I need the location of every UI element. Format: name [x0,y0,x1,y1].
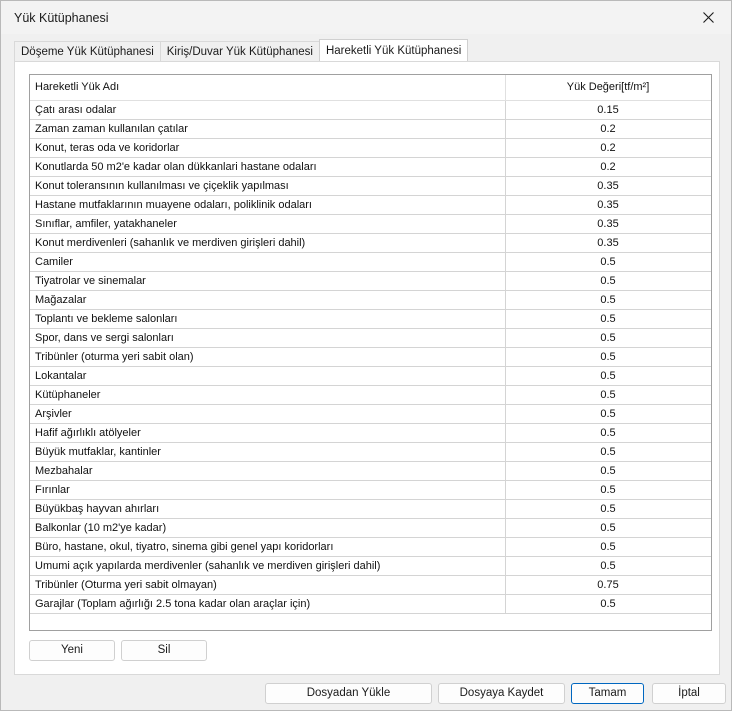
load-value-cell[interactable]: 0.5 [505,309,711,328]
title-bar [1,1,731,34]
load-name-cell[interactable]: Arşivler [30,404,505,423]
load-name-cell[interactable]: Mezbahalar [30,461,505,480]
load-value-cell[interactable]: 0.35 [505,195,711,214]
load-value-cell[interactable]: 0.5 [505,347,711,366]
save-to-file-button[interactable]: Dosyaya Kaydet [438,683,565,704]
load-name-cell[interactable]: Zaman zaman kullanılan çatılar [30,119,505,138]
load-from-file-button[interactable]: Dosyadan Yükle [265,683,432,704]
table-row[interactable] [30,195,711,214]
table-row[interactable] [30,594,711,613]
load-name-cell[interactable]: Konutlarda 50 m2'e kadar olan dükkanlari hastane odaları [30,157,505,176]
table-row[interactable] [30,575,711,594]
load-value-cell[interactable]: 0.35 [505,176,711,195]
load-name-cell[interactable]: Balkonlar (10 m2'ye kadar) [30,518,505,537]
table-row[interactable] [30,385,711,404]
load-name-cell[interactable]: Camiler [30,252,505,271]
table-row[interactable] [30,366,711,385]
load-value-cell[interactable]: 0.5 [505,271,711,290]
tab-hareketli-yuk[interactable]: Hareketli Yük Kütüphanesi [319,39,468,61]
table-row[interactable] [30,404,711,423]
load-value-cell[interactable]: 0.2 [505,157,711,176]
table-row[interactable] [30,556,711,575]
load-value-cell[interactable]: 0.5 [505,366,711,385]
load-name-cell[interactable]: Konut, teras oda ve koridorlar [30,138,505,157]
table-row[interactable] [30,537,711,556]
close-icon [703,12,714,23]
table-row[interactable] [30,442,711,461]
load-name-cell[interactable]: Toplantı ve bekleme salonları [30,309,505,328]
load-value-cell[interactable]: 0.35 [505,214,711,233]
load-value-cell[interactable]: 0.2 [505,119,711,138]
load-name-cell[interactable]: Kütüphaneler [30,385,505,404]
table-row[interactable] [30,518,711,537]
load-value-cell[interactable]: 0.5 [505,556,711,575]
load-value-cell[interactable]: 0.5 [505,423,711,442]
load-name-cell[interactable]: Büro, hastane, okul, tiyatro, sinema gibi genel yapı koridorları [30,537,505,556]
load-value-cell[interactable]: 0.15 [505,100,711,119]
load-name-cell[interactable]: Konut toleransının kullanılması ve çiçeklik yapılması [30,176,505,195]
load-name-cell[interactable]: Mağazalar [30,290,505,309]
load-value-cell[interactable]: 0.5 [505,480,711,499]
table-row[interactable] [30,480,711,499]
load-name-cell[interactable]: Lokantalar [30,366,505,385]
load-value-cell[interactable]: 0.5 [505,499,711,518]
load-value-cell[interactable]: 0.5 [505,518,711,537]
load-value-cell[interactable]: 0.5 [505,328,711,347]
load-value-cell[interactable]: 0.5 [505,594,711,613]
close-button[interactable] [685,1,731,34]
tab-strip [14,41,467,62]
table-row[interactable] [30,290,711,309]
load-value-cell[interactable]: 0.35 [505,233,711,252]
table-row[interactable] [30,461,711,480]
load-value-cell[interactable]: 0.5 [505,252,711,271]
load-name-cell[interactable]: Garajlar (Toplam ağırlığı 2.5 tona kadar olan araçlar için) [30,594,505,613]
column-header-name[interactable]: Hareketli Yük Adı [30,75,505,100]
load-value-cell[interactable]: 0.5 [505,385,711,404]
table-row[interactable] [30,309,711,328]
load-name-cell[interactable]: Tribünler (Oturma yeri sabit olmayan) [30,575,505,594]
ok-button[interactable]: Tamam [571,683,644,704]
load-name-cell[interactable]: Fırınlar [30,480,505,499]
load-name-cell[interactable]: Büyük mutfaklar, kantinler [30,442,505,461]
window-title: Yük Kütüphanesi [14,11,109,25]
load-name-cell[interactable]: Umumi açık yapılarda merdivenler (sahanlık ve merdiven girişleri dahil) [30,556,505,575]
table-row[interactable] [30,157,711,176]
load-name-cell[interactable]: Sınıflar, amfiler, yatakhaneler [30,214,505,233]
table-header-row [30,75,711,100]
table-row[interactable] [30,119,711,138]
load-name-cell[interactable]: Çatı arası odalar [30,100,505,119]
table-row[interactable] [30,233,711,252]
new-button[interactable]: Yeni [29,640,115,661]
load-table[interactable] [29,74,712,631]
table-row[interactable] [30,499,711,518]
table-row[interactable] [30,347,711,366]
table-row[interactable] [30,423,711,442]
delete-button[interactable]: Sil [121,640,207,661]
table-row[interactable] [30,271,711,290]
table-row[interactable] [30,252,711,271]
load-name-cell[interactable]: Hastane mutfaklarının muayene odaları, poliklinik odaları [30,195,505,214]
load-value-cell[interactable]: 0.5 [505,442,711,461]
column-header-value[interactable]: Yük Değeri[tf/m²] [505,75,711,100]
table-row[interactable] [30,138,711,157]
load-value-cell[interactable]: 0.5 [505,290,711,309]
load-name-cell[interactable]: Hafif ağırlıklı atölyeler [30,423,505,442]
load-value-cell[interactable]: 0.75 [505,575,711,594]
table-row[interactable] [30,100,711,119]
table-row[interactable] [30,214,711,233]
load-value-cell[interactable]: 0.5 [505,461,711,480]
tab-doseme-yuk[interactable]: Döşeme Yük Kütüphanesi [14,41,161,62]
tab-kiris-duvar-yuk[interactable]: Kiriş/Duvar Yük Kütüphanesi [160,41,320,62]
cancel-button[interactable]: İptal [652,683,726,704]
load-name-cell[interactable]: Spor, dans ve sergi salonları [30,328,505,347]
load-name-cell[interactable]: Konut merdivenleri (sahanlık ve merdiven girişleri dahil) [30,233,505,252]
load-name-cell[interactable]: Tribünler (oturma yeri sabit olan) [30,347,505,366]
load-value-cell[interactable]: 0.5 [505,537,711,556]
load-value-cell[interactable]: 0.2 [505,138,711,157]
table-row[interactable] [30,328,711,347]
load-name-cell[interactable]: Tiyatrolar ve sinemalar [30,271,505,290]
tab-panel-hareketli-yuk [14,61,720,675]
table-row[interactable] [30,176,711,195]
load-name-cell[interactable]: Büyükbaş hayvan ahırları [30,499,505,518]
load-value-cell[interactable]: 0.5 [505,404,711,423]
